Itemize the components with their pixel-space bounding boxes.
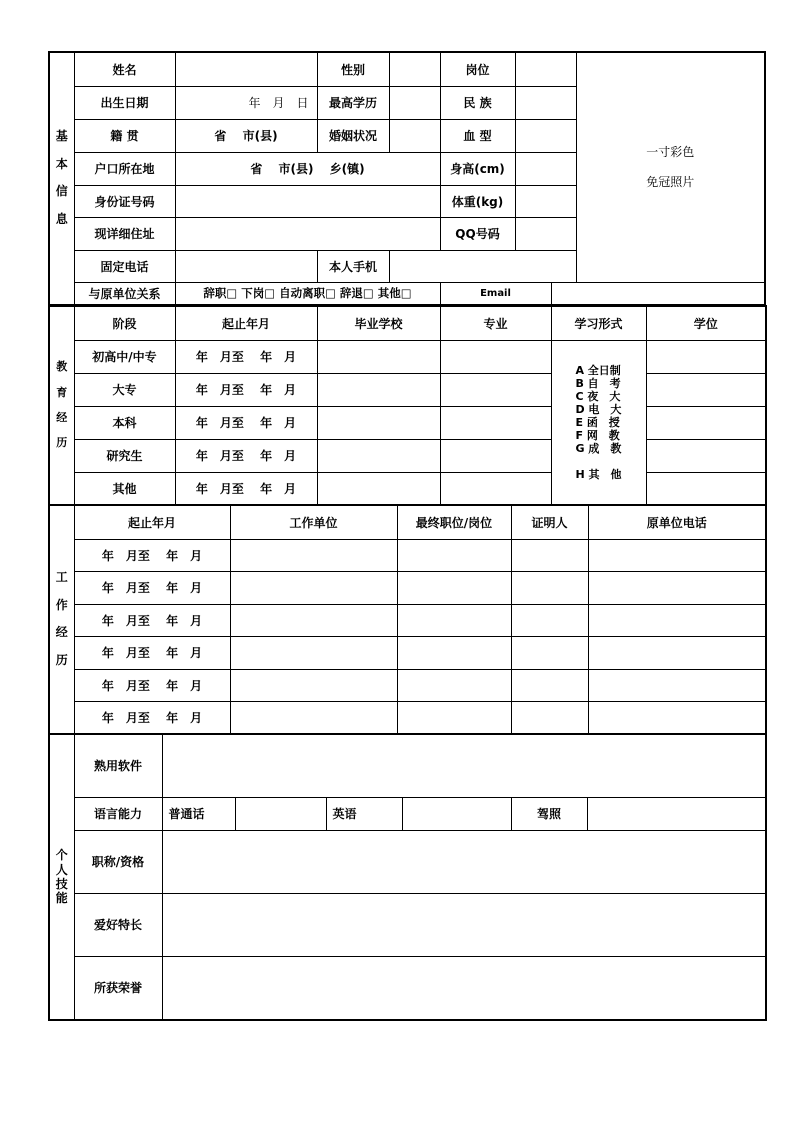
table-row [49,669,766,701]
side-char: 人 [55,862,68,877]
nation-label: 民 族 [440,86,515,119]
edu-stage: 研究生 [74,439,175,472]
study-form-item: E 函 授 [575,415,620,429]
work-reference-field[interactable] [511,701,588,734]
skills-table [48,733,767,1021]
qq-label: QQ号码 [440,217,515,250]
blood-field[interactable] [515,119,576,152]
work-period[interactable]: 年 月至 年 月 [74,571,230,604]
photo-box[interactable] [576,52,765,282]
work-position-field[interactable] [397,701,511,734]
honor-field[interactable] [162,956,766,1020]
work-company-field[interactable] [230,571,397,604]
software-field[interactable] [162,734,766,797]
study-form-item: A 全日制 [575,363,621,377]
edu-school-field[interactable] [317,406,440,439]
table-row [49,406,766,439]
work-reference-field[interactable] [511,539,588,571]
study-form-list[interactable] [551,340,646,505]
table-row [49,472,766,505]
work-phone-field[interactable] [588,604,766,636]
email-label: Email [440,282,551,305]
work-period[interactable]: 年 月至 年 月 [74,539,230,571]
education-side-label [49,306,74,505]
edu-header-major: 专业 [440,306,551,340]
side-char: 本 [55,156,68,171]
edu-school-field[interactable] [317,439,440,472]
work-header-phone: 原单位电话 [588,505,766,539]
work-table [48,504,767,735]
work-period[interactable]: 年 月至 年 月 [74,669,230,701]
work-company-field[interactable] [230,669,397,701]
address-field[interactable] [175,217,440,250]
side-char: 育 [56,385,68,399]
height-field[interactable] [515,152,576,185]
work-period[interactable]: 年 月至 年 月 [74,701,230,734]
edu-header-degree: 学位 [646,306,766,340]
weight-field[interactable] [515,185,576,217]
study-form-item: G 成 教 [575,441,622,455]
name-label: 姓名 [74,52,175,86]
side-char: 历 [56,436,68,450]
edu-stage: 大专 [74,373,175,406]
work-header-period: 起止年月 [74,505,230,539]
gender-label: 性别 [317,52,389,86]
edu-major-field[interactable] [440,340,551,373]
edu-stage: 其他 [74,472,175,505]
hukou-field[interactable]: 省 市(县) 乡(镇) [175,152,440,185]
address-label: 现详细住址 [74,217,175,250]
side-char: 经 [56,410,68,424]
degree-label: 最高学历 [317,86,389,119]
relation-label: 与原单位关系 [74,282,175,305]
post-label: 岗位 [440,52,515,86]
gender-field[interactable] [389,52,440,86]
basic-info-section [48,51,765,306]
photo-hint-line2: 免冠照片 [646,175,695,190]
qq-field[interactable] [515,217,576,250]
nation-field[interactable] [515,86,576,119]
mobile-label: 本人手机 [317,250,389,282]
marital-field[interactable] [389,119,440,152]
work-company-field[interactable] [230,604,397,636]
edu-major-field[interactable] [440,406,551,439]
birth-label: 出生日期 [74,86,175,119]
mandarin-label: 普通话 [162,797,235,830]
side-char: 息 [55,211,68,226]
work-company-field[interactable] [230,636,397,669]
work-reference-field[interactable] [511,669,588,701]
honor-label: 所获荣誉 [74,956,162,1020]
edu-stage: 初高中/中专 [74,340,175,373]
work-period[interactable]: 年 月至 年 月 [74,604,230,636]
side-char: 工 [55,570,68,585]
study-form-item: H 其 他 [575,467,622,481]
side-char: 经 [55,625,68,640]
side-char: 能 [55,891,68,906]
id-label: 身份证号码 [74,185,175,217]
software-label: 熟用软件 [74,734,162,797]
table-row [49,340,766,373]
work-position-field[interactable] [397,636,511,669]
edu-school-field[interactable] [317,373,440,406]
work-position-field[interactable] [397,571,511,604]
mandarin-field[interactable] [235,797,326,830]
birth-field[interactable]: 年 月 日 [175,86,317,119]
basic-info-table [48,51,766,306]
table-row [49,439,766,472]
edu-degree-field[interactable] [646,340,766,373]
side-char: 技 [55,877,68,891]
english-label: 英语 [326,797,402,830]
blood-label: 血 型 [440,119,515,152]
work-phone-field[interactable] [588,539,766,571]
work-phone-field[interactable] [588,669,766,701]
edu-period[interactable]: 年 月至 年 月 [175,439,317,472]
english-field[interactable] [402,797,511,830]
marital-label: 婚姻状况 [317,119,389,152]
work-position-field[interactable] [397,604,511,636]
table-row [49,571,766,604]
work-side-label [49,505,74,734]
table-row [49,539,766,571]
study-form-item: F 网 教 [575,428,620,442]
table-row [49,701,766,734]
work-phone-field[interactable] [588,701,766,734]
post-field[interactable] [515,52,576,86]
hobby-field[interactable] [162,893,766,956]
edu-period[interactable]: 年 月至 年 月 [175,406,317,439]
study-form-item: C 夜 大 [575,389,621,403]
edu-period[interactable]: 年 月至 年 月 [175,373,317,406]
language-label: 语言能力 [74,797,162,830]
native-label: 籍 贯 [74,119,175,152]
work-company-field[interactable] [230,539,397,571]
title-field[interactable] [162,830,766,893]
work-phone-field[interactable] [588,636,766,669]
work-position-field[interactable] [397,539,511,571]
mobile-field[interactable] [389,250,576,282]
edu-stage: 本科 [74,406,175,439]
edu-degree-field[interactable] [646,406,766,439]
side-char: 教 [56,360,68,374]
edu-school-field[interactable] [317,472,440,505]
work-reference-field[interactable] [511,636,588,669]
email-field[interactable] [551,282,765,305]
table-row [49,636,766,669]
edu-header-school: 毕业学校 [317,306,440,340]
work-phone-field[interactable] [588,571,766,604]
hukou-label: 户口所在地 [74,152,175,185]
work-position-field[interactable] [397,669,511,701]
table-row [49,373,766,406]
table-row [49,604,766,636]
edu-period[interactable]: 年 月至 年 月 [175,472,317,505]
side-char: 信 [55,184,68,199]
weight-label: 体重(kg) [440,185,515,217]
education-section [48,305,765,506]
edu-major-field[interactable] [440,472,551,505]
edu-header-form: 学习形式 [551,306,646,340]
side-char: 历 [55,652,68,667]
license-label: 驾照 [511,797,587,830]
edu-degree-field[interactable] [646,472,766,505]
tel-label: 固定电话 [74,250,175,282]
work-reference-field[interactable] [511,571,588,604]
basic-info-side-label [49,52,74,305]
name-field[interactable] [175,52,317,86]
work-header-company: 工作单位 [230,505,397,539]
work-company-field[interactable] [230,701,397,734]
license-field[interactable] [587,797,766,830]
relation-options[interactable]: 辞职□ 下岗□ 自动离职□ 辞退□ 其他□ [175,282,440,305]
edu-major-field[interactable] [440,439,551,472]
height-label: 身高(cm) [440,152,515,185]
work-section [48,504,765,735]
edu-header-stage: 阶段 [74,306,175,340]
side-char: 作 [55,597,68,612]
edu-header-period: 起止年月 [175,306,317,340]
tel-field[interactable] [175,250,317,282]
edu-period[interactable]: 年 月至 年 月 [175,340,317,373]
education-table [48,305,767,506]
work-header-position: 最终职位/岗位 [397,505,511,539]
degree-field[interactable] [389,86,440,119]
side-char: 基 [55,129,68,144]
study-form-item: D 电 大 [575,402,622,416]
work-period[interactable]: 年 月至 年 月 [74,636,230,669]
skills-section [48,733,765,1021]
work-reference-field[interactable] [511,604,588,636]
study-form-item: B 自 考 [575,376,621,390]
edu-degree-field[interactable] [646,373,766,406]
edu-major-field[interactable] [440,373,551,406]
edu-school-field[interactable] [317,340,440,373]
skills-side-label [49,734,74,1020]
photo-hint-line1: 一寸彩色 [646,145,695,160]
work-header-reference: 证明人 [511,505,588,539]
hobby-label: 爱好特长 [74,893,162,956]
title-label: 职称/资格 [74,830,162,893]
edu-degree-field[interactable] [646,439,766,472]
native-field[interactable]: 省 市(县) [175,119,317,152]
side-char: 个 [55,848,68,863]
id-field[interactable] [175,185,440,217]
